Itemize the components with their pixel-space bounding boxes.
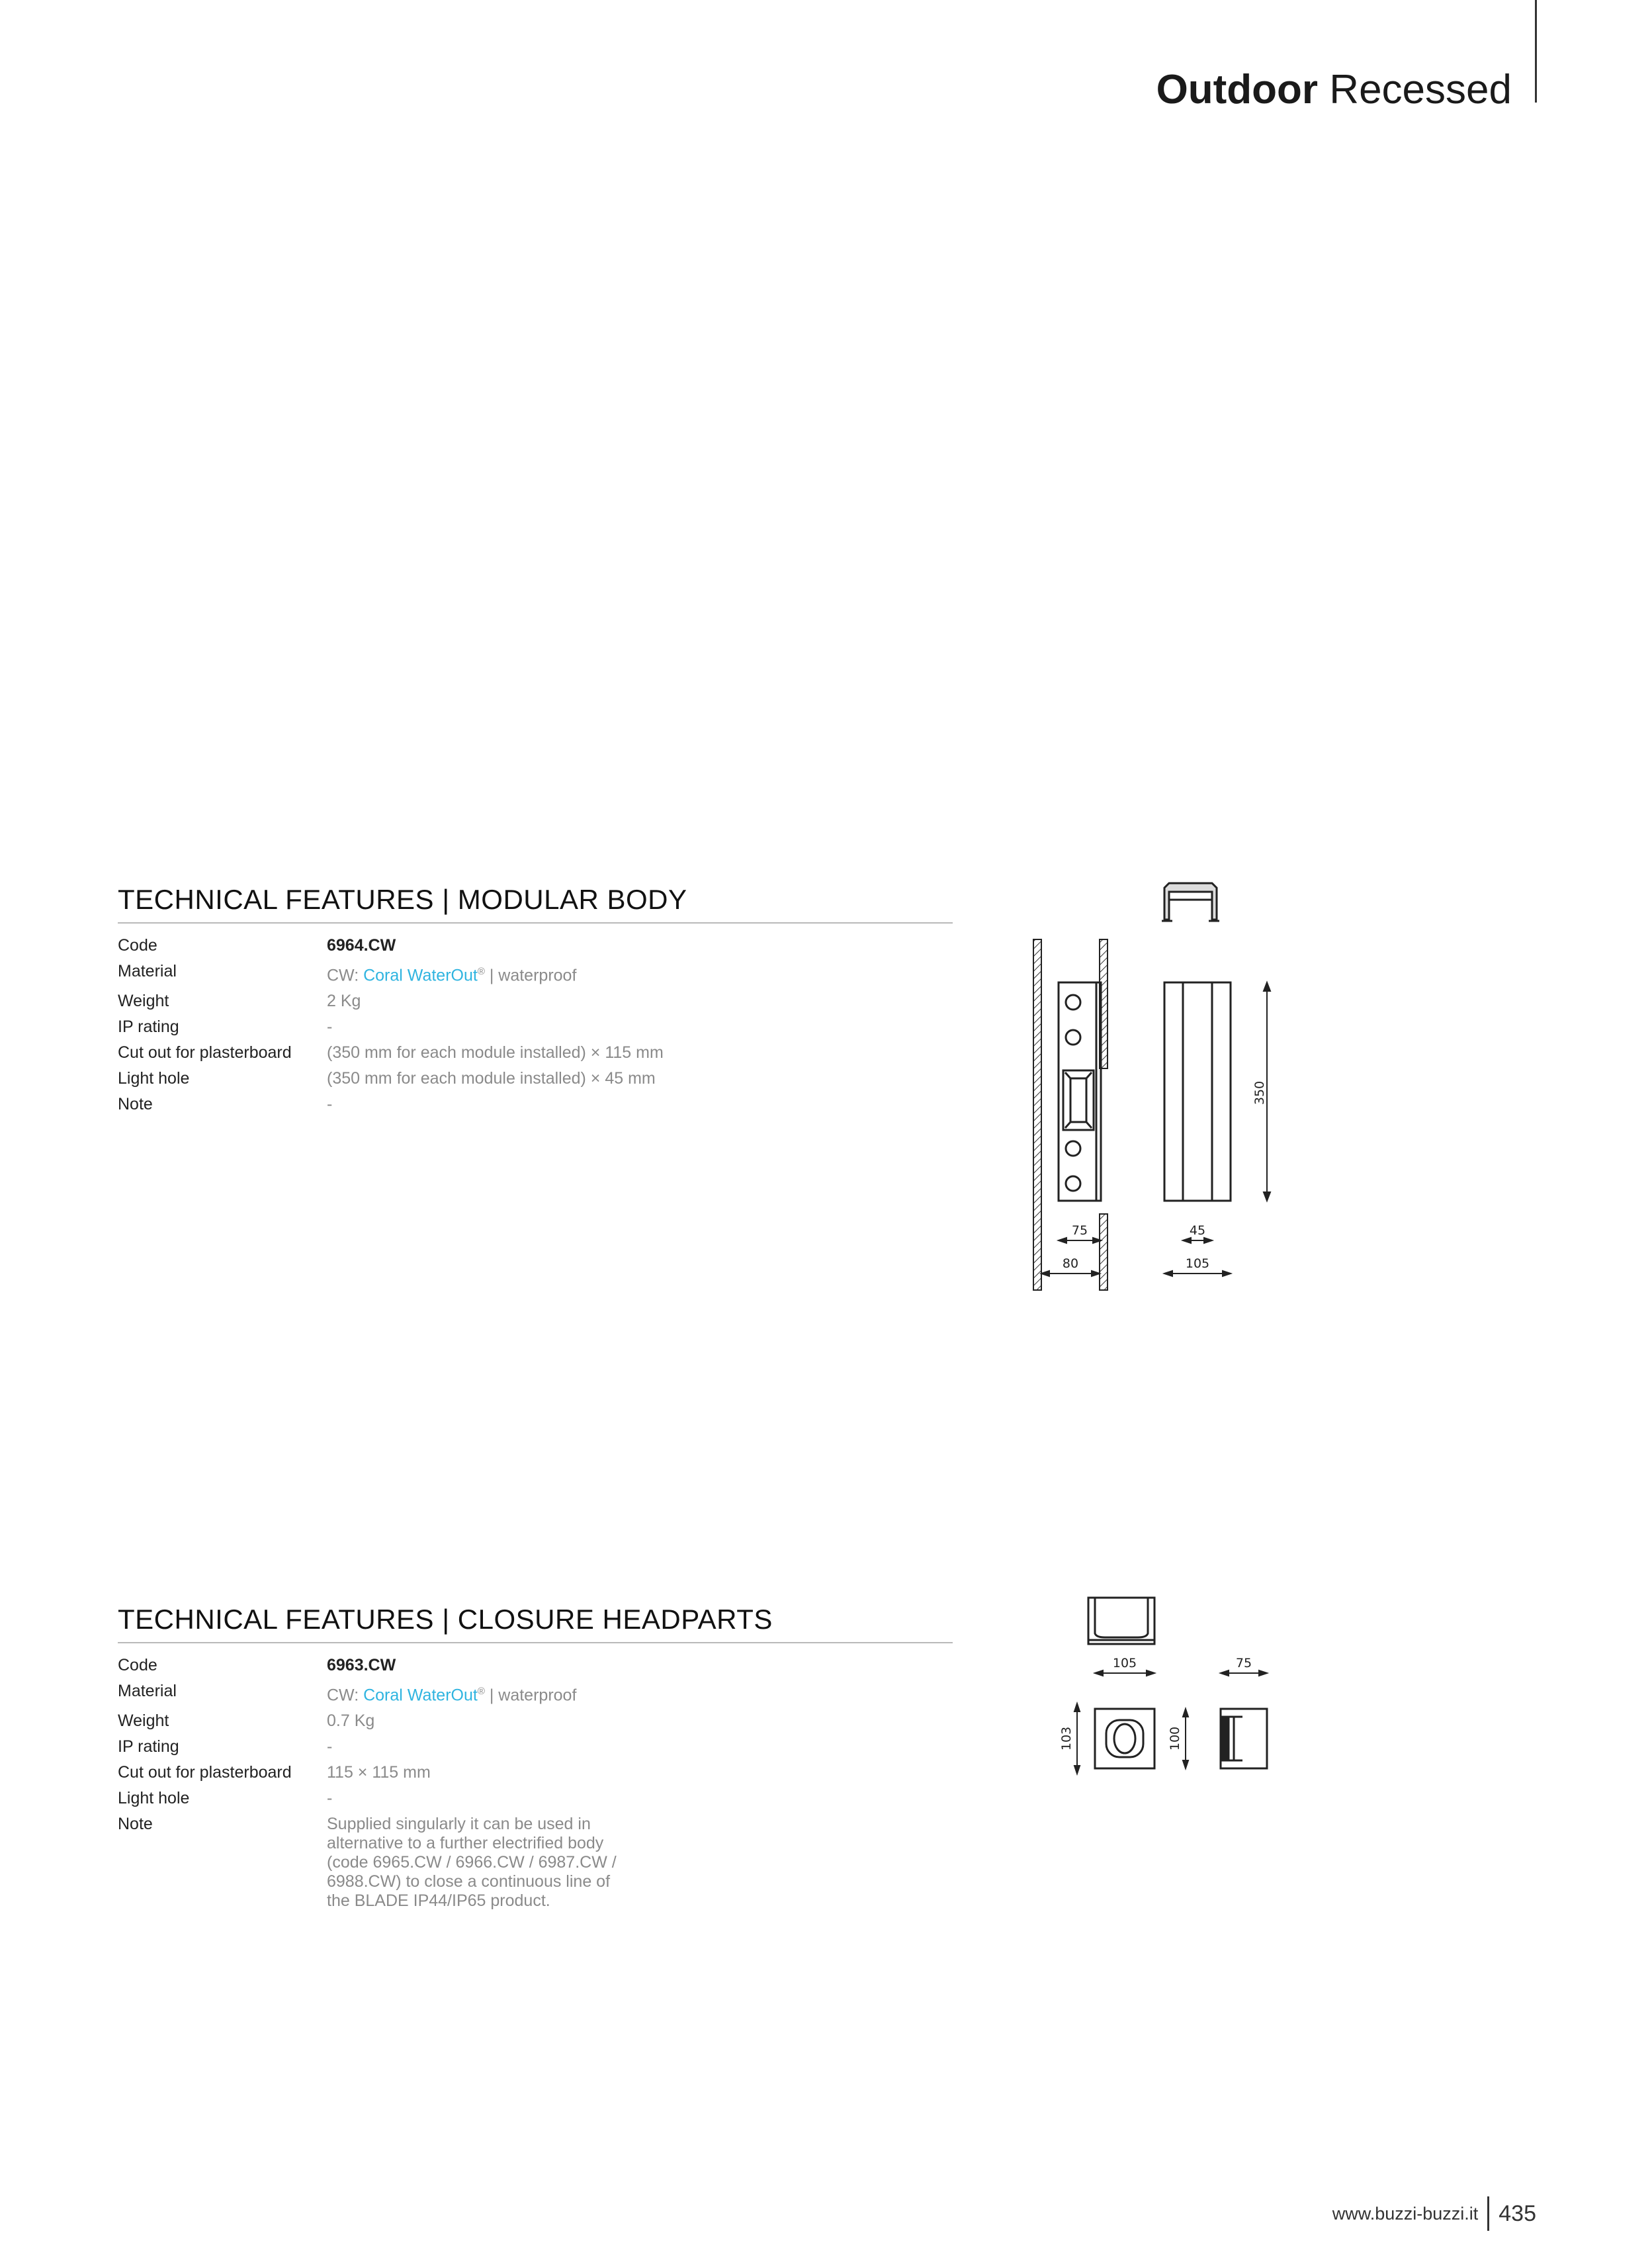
dim-label-350: 350 [1252, 1080, 1267, 1105]
spec-value: - [327, 1737, 333, 1756]
spec-label: Code [118, 936, 157, 955]
arrow-mark [1095, 1670, 1103, 1676]
spec-value: (350 mm for each module installed) × 115 mm [327, 1043, 664, 1062]
arrow-mark [1147, 1670, 1154, 1676]
arrow-mark [1164, 1271, 1172, 1276]
modular-body-drawing [1032, 860, 1283, 1297]
spec-value: - [327, 1789, 333, 1808]
spec-row-code [118, 933, 953, 959]
spec-label: Light hole [118, 1069, 190, 1088]
front-view [1059, 982, 1101, 1201]
spec-table [118, 1653, 953, 1911]
arrow-mark [1223, 1271, 1231, 1276]
spec-label: IP rating [118, 1737, 179, 1756]
arrow-mark [1041, 1271, 1049, 1276]
spec-label: Weight [118, 992, 169, 1011]
front-view [1095, 1709, 1154, 1768]
closure-headpart-drawing [1032, 1584, 1283, 1796]
material-prefix: CW: [327, 966, 364, 985]
spec-label: Code [118, 1656, 157, 1674]
spec-row-material [118, 959, 953, 988]
registered-mark: ® [477, 1686, 485, 1697]
spec-label: Cut out for plasterboard [118, 1763, 292, 1782]
section-closure-headparts [118, 1602, 953, 1911]
spec-row-weight [118, 988, 953, 1014]
spec-label: Cut out for plasterboard [118, 1043, 292, 1062]
arrow-mark [1183, 1238, 1191, 1243]
dim-label-100: 100 [1168, 1726, 1182, 1751]
page-title [1156, 64, 1512, 116]
spec-value: - [327, 1017, 333, 1037]
profile-section [1162, 883, 1219, 921]
spec-label: Weight [118, 1711, 169, 1731]
dim-label-80: 80 [1062, 1256, 1079, 1271]
dim-label-45: 45 [1189, 1223, 1206, 1238]
page-title-bold: Outdoor [1156, 67, 1319, 112]
spec-value: - [327, 1095, 333, 1114]
header-divider [1535, 0, 1537, 103]
spec-row-note [118, 1092, 953, 1117]
top-view [1088, 1598, 1154, 1644]
arrow-mark [1183, 1709, 1188, 1717]
arrow-mark [1264, 1192, 1270, 1201]
spec-value-code: 6964.CW [327, 936, 396, 955]
dim-label-75: 75 [1071, 1223, 1088, 1238]
arrow-mark [1204, 1238, 1212, 1243]
spec-row-material [118, 1678, 953, 1708]
spec-row-note [118, 1811, 953, 1911]
material-brand: Coral WaterOut [363, 966, 478, 985]
spec-row-cut-out [118, 1760, 953, 1786]
spec-value-code: 6963.CW [327, 1656, 396, 1674]
spec-value-material [327, 1678, 576, 1708]
spec-value-note: Supplied singularly it can be used in alternative to a further electrified body (code 6965.CW / 6966.CW / 6987.CW / 6988.CW) to close a continuous line of the BLADE IP44/IP65 product. [327, 1815, 617, 1911]
arrow-mark [1059, 1238, 1066, 1243]
wall-hatch-left [1033, 939, 1041, 1290]
arrow-mark [1264, 982, 1270, 991]
spec-row-cut-out [118, 1040, 953, 1066]
arrow-mark [1183, 1760, 1188, 1768]
side-view [1164, 982, 1231, 1201]
spec-value-material [327, 959, 576, 988]
spec-value: 0.7 Kg [327, 1711, 375, 1731]
wall-hatch-right-bottom [1100, 1214, 1108, 1290]
page-title-light: Recessed [1329, 67, 1512, 112]
spec-value: (350 mm for each module installed) × 45 mm [327, 1069, 656, 1088]
arrow-mark [1259, 1670, 1267, 1676]
page-number: 435 [1499, 2200, 1536, 2226]
spec-row-code [118, 1653, 953, 1678]
dim-label-103: 103 [1059, 1726, 1074, 1751]
side-view [1221, 1709, 1267, 1768]
registered-mark: ® [477, 966, 485, 977]
arrow-mark [1074, 1766, 1080, 1774]
spec-label: IP rating [118, 1017, 179, 1037]
spec-value: 2 Kg [327, 992, 361, 1011]
section-title: TECHNICAL FEATURES | MODULAR BODY [118, 883, 953, 924]
spec-row-light-hole [118, 1786, 953, 1811]
dim-label-105: 105 [1112, 1656, 1137, 1670]
arrow-mark [1092, 1271, 1100, 1276]
spec-row-light-hole [118, 1066, 953, 1092]
spec-row-ip-rating [118, 1014, 953, 1040]
arrow-mark [1074, 1704, 1080, 1711]
dim-label-105: 105 [1185, 1256, 1210, 1271]
spec-label: Material [118, 1682, 177, 1700]
website-link[interactable]: www.buzzi-buzzi.it [1332, 2203, 1479, 2224]
dim-label-75: 75 [1235, 1656, 1252, 1670]
spec-label: Material [118, 962, 177, 980]
material-brand: Coral WaterOut [363, 1686, 478, 1705]
material-prefix: CW: [327, 1686, 364, 1705]
spec-label: Light hole [118, 1789, 190, 1808]
spec-row-ip-rating [118, 1734, 953, 1760]
spec-table [118, 933, 953, 1117]
page-footer [1332, 2196, 1536, 2231]
material-suffix: | waterproof [484, 1686, 577, 1705]
spec-value: 115 × 115 mm [327, 1763, 431, 1782]
spec-label: Note [118, 1095, 153, 1114]
spec-row-weight [118, 1708, 953, 1734]
section-modular-body [118, 883, 953, 1117]
arrow-mark [1221, 1670, 1229, 1676]
footer-divider [1487, 2196, 1489, 2231]
section-title: TECHNICAL FEATURES | CLOSURE HEADPARTS [118, 1602, 953, 1643]
material-suffix: | waterproof [484, 966, 577, 985]
spec-label: Note [118, 1815, 153, 1834]
